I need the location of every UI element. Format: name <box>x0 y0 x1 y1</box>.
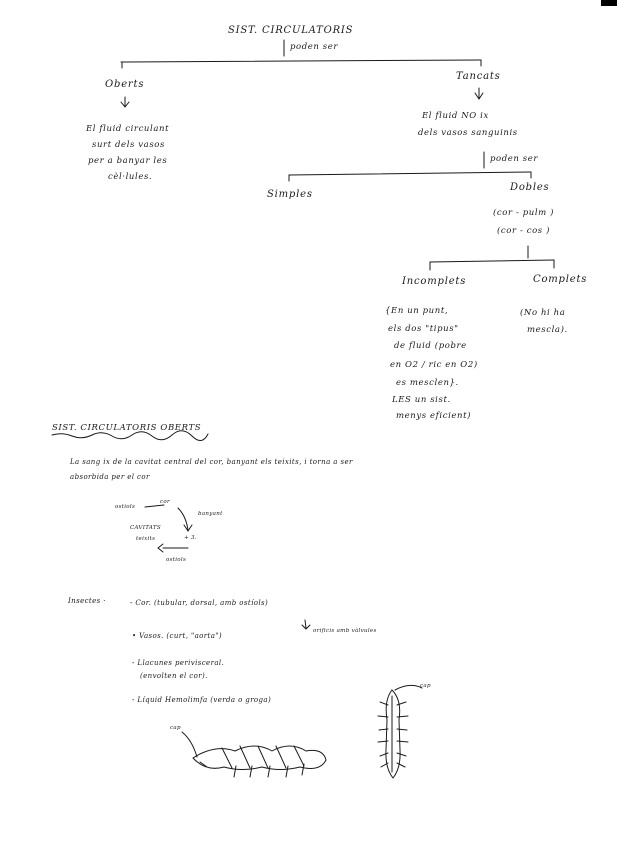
oberts-line-2: surt dels vasos <box>92 140 165 150</box>
insectes-item-3b: (envolten el cor). <box>140 672 208 680</box>
diagram-ostiols-bottom-label: ostiols <box>166 557 187 563</box>
incomplets-note-1: {En un punt, <box>385 306 449 316</box>
oberts-line-3: per a banyar les <box>88 156 168 166</box>
section-paragraph-line-1: La sang ix de la cavitat central del cor, banyant els teixits, i torna a ser <box>70 458 353 466</box>
incomplets-note-7: menys eficient) <box>396 411 472 421</box>
diagram-plus-label: + 3. <box>184 535 197 541</box>
section-heading: SIST. CIRCULATORIS OBERTS <box>52 423 202 433</box>
page-title: SIST. CIRCULATORIS <box>228 25 354 36</box>
incomplets-note-2: els dos "tipus" <box>388 324 459 334</box>
insectes-item-3: - Llacunes perivisceral. <box>132 659 225 667</box>
incomplets-note-6: LES un sist. <box>392 395 451 405</box>
oberts-line-4: cèl·lules. <box>108 172 153 182</box>
complets-note-1: (No hi ha <box>520 308 566 318</box>
complets-note-2: mescla). <box>527 325 568 335</box>
poden-ser-label-2: poden ser <box>490 154 539 164</box>
dobles-note-1: (cor - pulm ) <box>493 208 555 218</box>
section-paragraph-line-2: absorbida per el cor <box>70 473 150 481</box>
diagram-teixits-label: teixits <box>136 536 156 542</box>
complets-label: Complets <box>533 274 588 285</box>
insectes-item-2: • Vasos. (curt, "aorta") <box>132 632 223 640</box>
insectes-item-4: - Líquid Hemolimfa (verda o groga) <box>132 696 272 704</box>
tancats-line-2: dels vasos sanguinis <box>418 128 518 138</box>
oberts-line-1: El fluid circulant <box>86 124 170 134</box>
incomplets-note-3: de fluid (pobre <box>394 341 467 351</box>
incomplets-note-5: es mesclen}. <box>396 378 459 388</box>
oberts-heading: Oberts <box>105 79 145 90</box>
incomplets-note-4: en O2 / ric en O2) <box>390 360 478 370</box>
tancats-line-1: El fluid NO ix <box>422 111 489 121</box>
tancats-heading: Tancats <box>456 71 501 82</box>
diagram-cavitats-label: CAVITATS <box>130 525 161 531</box>
diagram-cor-label: cor <box>160 499 170 505</box>
diagram-banyant-label: banyant <box>198 511 223 517</box>
poden-ser-label: poden ser <box>290 42 339 52</box>
caterpillar-cap-label: cap <box>170 725 181 731</box>
scan-edge-mark <box>601 0 617 6</box>
dobles-label: Dobles <box>510 182 550 193</box>
insectes-item-1: - Cor. (tubular, dorsal, amb ostíols) <box>130 599 269 607</box>
insectes-label: Insectes · <box>68 597 106 605</box>
organism-cap-label: cap <box>420 683 431 689</box>
dobles-note-2: (cor - cos ) <box>497 226 550 236</box>
insectes-arrow-note: orificis amb vàlvules <box>313 628 377 634</box>
diagram-ostiols-label: ostiols <box>115 504 136 510</box>
incomplets-label: Incomplets <box>402 276 467 287</box>
simples-label: Simples <box>267 189 313 200</box>
